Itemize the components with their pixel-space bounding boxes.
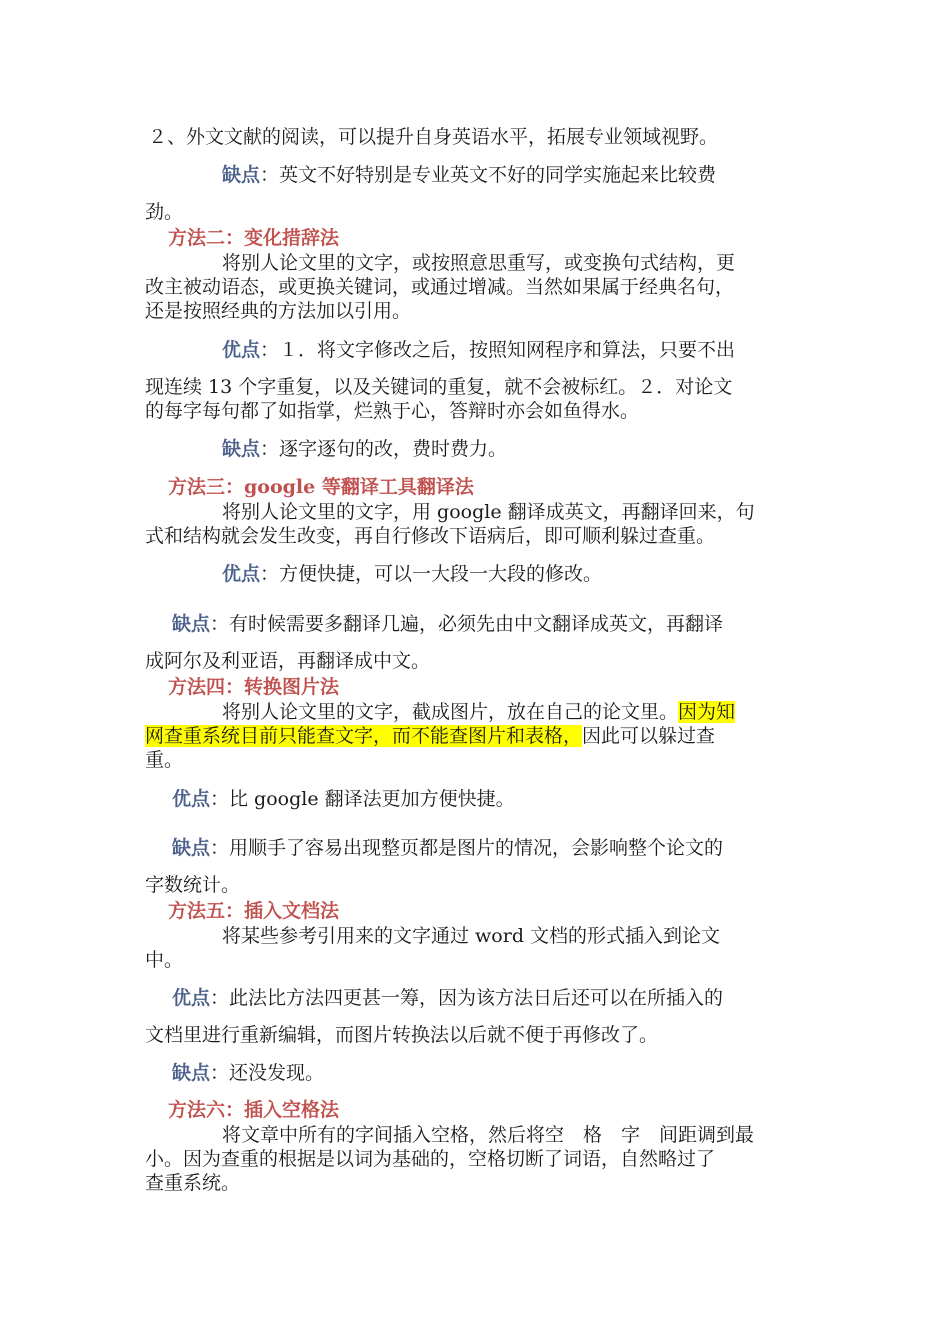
advantage-text: ：此法比方法四更甚一筹，因为该方法日后还可以在所插入的: [210, 987, 724, 1009]
highlighted-text: 因为知: [678, 701, 736, 723]
advantage-label: 优点: [172, 987, 211, 1009]
disadvantage-line: [172, 1061, 812, 1085]
disadvantage-label: 缺点: [222, 164, 261, 186]
paragraph-line: 改主被动语态，或更换关键词，或通过增减。当然如果属于经典名句，: [145, 276, 735, 298]
advantage-label: 优点: [222, 339, 261, 361]
advantage-line: [172, 787, 812, 811]
disadvantage-label: 缺点: [222, 438, 261, 460]
disadvantage-line: [172, 612, 812, 636]
paragraph-line: 将某些参考引用来的文字通过 word 文档的形式插入到论文: [222, 925, 721, 947]
paragraph-text: 将别人论文里的文字，截成图片，放在自己的论文里。: [222, 701, 679, 723]
disadvantage-label: 缺点: [172, 837, 211, 859]
paragraph-line: 式和结构就会发生改变，再自行修改下语病后，即可顺利躲过查重。: [145, 525, 716, 547]
paragraph-line: 将别人论文里的文字，用 google 翻译成英文，再翻译回来，句: [222, 501, 755, 523]
advantage-label: 优点: [172, 788, 211, 810]
advantage-text: ：方便快捷，可以一大段一大段的修改。: [260, 563, 603, 585]
method-heading: 方法五：插入文档法: [168, 900, 340, 922]
paragraph-line: 文档里进行重新编辑，而图片转换法以后就不便于再修改了。: [145, 1024, 659, 1046]
advantage-label: 优点: [222, 563, 261, 585]
disadvantage-text: ：逐字逐句的改，费时费力。: [260, 438, 508, 460]
disadvantage-label: 缺点: [172, 1062, 211, 1084]
method-heading: 方法三：google 等翻译工具翻译法: [168, 476, 474, 498]
paragraph-line: [145, 724, 810, 748]
disadvantage-line: [222, 163, 812, 187]
paragraph-line: 成阿尔及利亚语，再翻译成中文。: [145, 650, 431, 672]
paragraph-line: 现连续 13 个字重复，以及关键词的重复，就不会被标红。２．对论文: [145, 376, 733, 398]
advantage-line: [222, 338, 812, 362]
paragraph-line: 字数统计。: [145, 874, 241, 896]
paragraph-line: 中。: [145, 949, 184, 971]
paragraph-line: 劲。: [145, 201, 184, 223]
disadvantage-text: ：英文不好特别是专业英文不好的同学实施起来比较费: [260, 164, 717, 186]
disadvantage-text: ：还没发现。: [210, 1062, 325, 1084]
paragraph-line: 查重系统。: [145, 1172, 241, 1194]
highlighted-text: 网查重系统目前只能查文字，而不能查图片和表格，: [145, 725, 583, 747]
disadvantage-text: ：有时候需要多翻译几遍，必须先由中文翻译成英文，再翻译: [210, 613, 724, 635]
method-heading: 方法六：插入空格法: [168, 1099, 340, 1121]
paragraph-line: 将文章中所有的字间插入空格，然后将空 格 字 间距调到最: [222, 1124, 755, 1146]
paragraph-line: 还是按照经典的方法加以引用。: [145, 300, 412, 322]
disadvantage-line: [222, 437, 812, 461]
method-heading: 方法四：转换图片法: [168, 676, 340, 698]
paragraph-line: ２、外文文献的阅读，可以提升自身英语水平，拓展专业领域视野。: [148, 126, 719, 148]
paragraph-line: 小。因为查重的根据是以词为基础的，空格切断了词语，自然略过了: [145, 1148, 716, 1170]
advantage-line: [222, 562, 812, 586]
advantage-text: ：１．将文字修改之后，按照知网程序和算法，只要不出: [260, 339, 736, 361]
disadvantage-line: [172, 836, 812, 860]
paragraph-line: [222, 700, 812, 724]
paragraph-line: 的每字每句都了如指掌，烂熟于心，答辩时亦会如鱼得水。: [145, 400, 640, 422]
disadvantage-text: ：用顺手了容易出现整页都是图片的情况，会影响整个论文的: [210, 837, 724, 859]
paragraph-line: 将别人论文里的文字，或按照意思重写，或变换句式结构，更: [222, 252, 736, 274]
paragraph-text: 因此可以躲过查: [582, 725, 716, 747]
advantage-text: ：比 google 翻译法更加方便快捷。: [210, 788, 515, 810]
paragraph-line: 重。: [145, 749, 184, 771]
advantage-line: [172, 986, 812, 1010]
method-heading: 方法二：变化措辞法: [168, 227, 340, 249]
disadvantage-label: 缺点: [172, 613, 211, 635]
